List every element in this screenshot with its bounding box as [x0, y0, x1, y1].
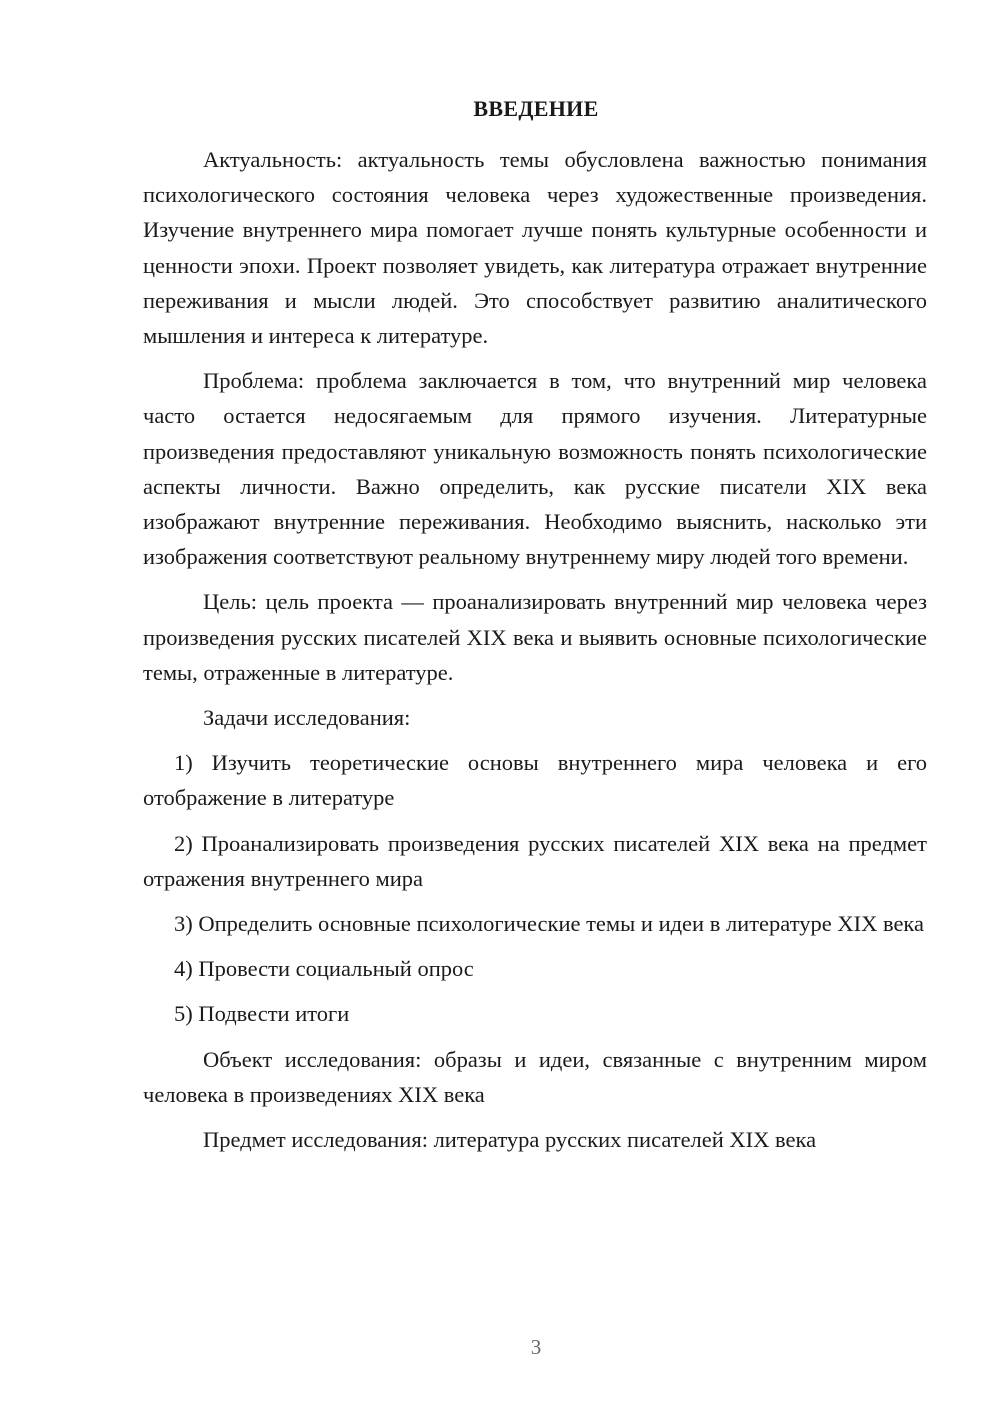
section-heading: ВВЕДЕНИЕ [473, 96, 599, 121]
task-item-4: 4) Провести социальный опрос [174, 956, 474, 982]
problem-paragraph: Проблема: проблема заключается в том, что внутренний мир человека часто остается недосягаемым для прямого изучения. Литературные произведения предоставляют уникальную возможность понять психологические аспекты личности. Важно определить, как русские писатели XIX века изображают внутренние переживания. Необходимо выяснить, насколько эти изображения соответствуют реальному внутреннему миру людей того времени. [143, 368, 927, 570]
body-text [143, 142, 927, 1167]
subject-paragraph: Предмет исследования: литература русских писателей XIX века [203, 1127, 817, 1153]
task-item-3: 3) Определить основные психологические темы и идеи в литературе XIX века [174, 911, 925, 937]
task-item-2: 2) Проанализировать произведения русских писателей XIX века на предмет отражения внутреннего мира [143, 830, 927, 891]
task-item-1: 1) Изучить теоретические основы внутреннего мира человека и его отображение в литературе [143, 750, 927, 811]
relevance-paragraph: Актуальность: актуальность темы обусловлена важностью понимания психологического состояния человека через художественные произведения. Изучение внутреннего мира помогает лучше понять культурные особенности и ценности эпохи. Проект позволяет увидеть, как литература отражает внутренние переживания и мысли людей. Это способствует развитию аналитического мышления и интереса к литературе. [143, 147, 927, 349]
tasks-title: Задачи исследования: [203, 705, 411, 731]
goal-paragraph: Цель: цель проекта — проанализировать внутренний мир человека через произведения русских писателей XIX века и выявить основные психологические темы, отраженные в литературе. [143, 589, 927, 685]
object-paragraph: Объект исследования: образы и идеи, связанные с внутренним миром человека в произведениях XIX века [143, 1046, 927, 1107]
page-number: 3 [530, 1335, 542, 1359]
task-item-5: 5) Подвести итоги [174, 1001, 350, 1027]
